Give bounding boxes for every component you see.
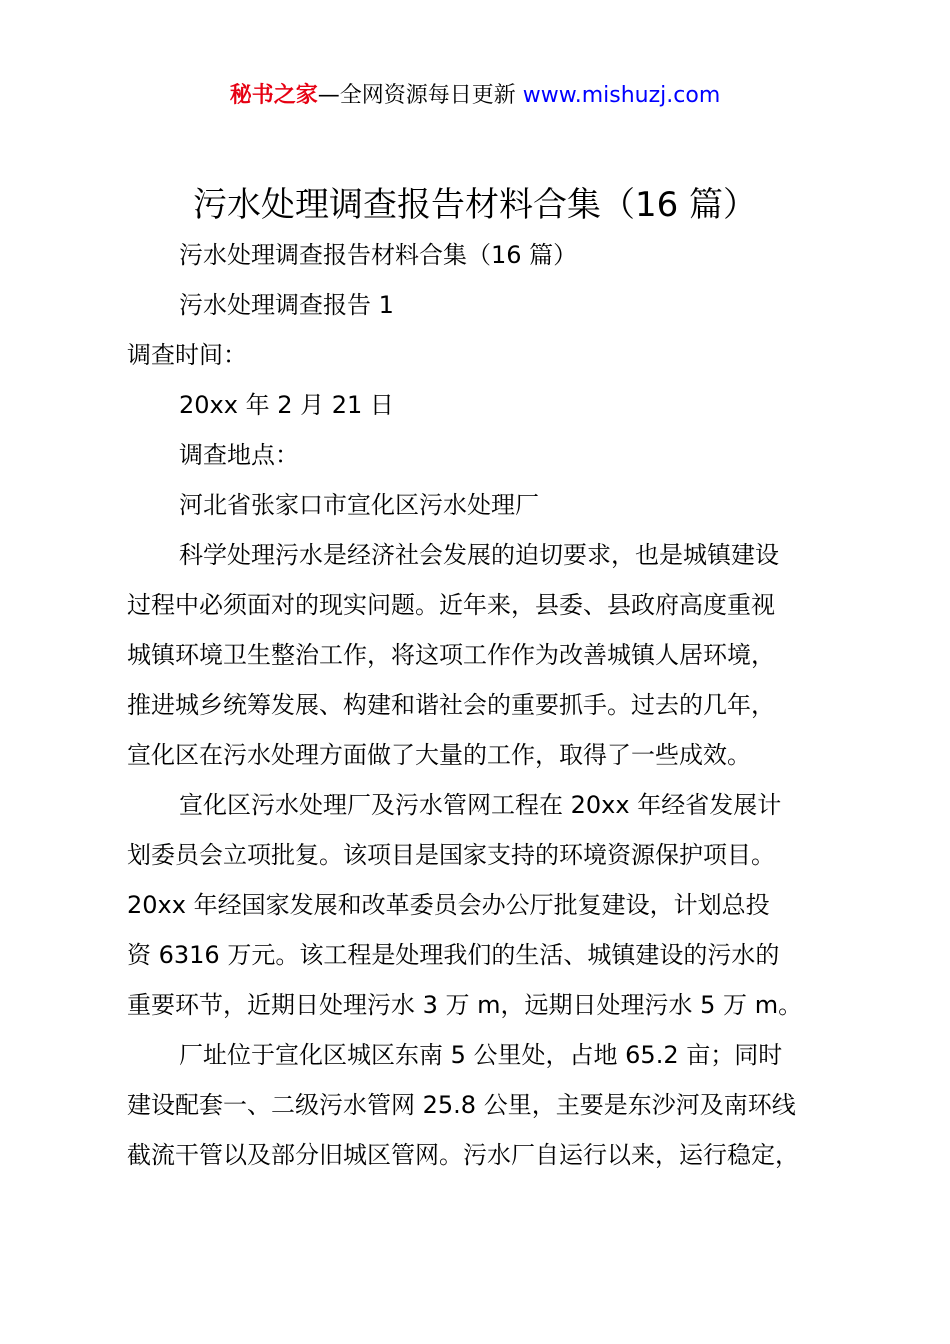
document-title: 污水处理调查报告材料合集（16 篇） — [192, 185, 758, 225]
survey-location-label: 调查地点： — [179, 441, 299, 469]
paragraph-line: 重要环节，近期日处理污水 3 万 m，远期日处理污水 5 万 m。 — [127, 991, 803, 1019]
paragraph-line: 宣化区在污水处理方面做了大量的工作，取得了一些成效。 — [127, 741, 751, 769]
paragraph-line: 过程中必须面对的现实问题。近年来，县委、县政府高度重视 — [127, 591, 775, 619]
site-header — [0, 80, 950, 112]
paragraph-line: 截流干管以及部分旧城区管网。污水厂自运行以来，运行稳定， — [127, 1141, 799, 1169]
paragraph-line: 资 6316 万元。该工程是处理我们的生活、城镇建设的污水的 — [127, 941, 780, 969]
document-body — [127, 230, 837, 1180]
survey-time-value: 20xx 年 2 月 21 日 — [179, 391, 394, 419]
site-url-link[interactable]: www.mishuzj.com — [522, 83, 721, 108]
paragraph-line: 20xx 年经国家发展和改革委员会办公厅批复建设，计划总投 — [127, 891, 770, 919]
paragraph-line: 科学处理污水是经济社会发展的迫切要求，也是城镇建设 — [179, 541, 779, 569]
paragraph-line: 划委员会立项批复。该项目是国家支持的环境资源保护项目。 — [127, 841, 775, 869]
section-heading: 污水处理调查报告 1 — [179, 291, 394, 319]
survey-location-value: 河北省张家口市宣化区污水处理厂 — [179, 491, 539, 519]
paragraph-line: 城镇环境卫生整治工作，将这项工作作为改善城镇人居环境， — [127, 641, 775, 669]
survey-time-label: 调查时间： — [127, 341, 247, 369]
site-tagline: —全网资源每日更新 — [317, 83, 516, 108]
paragraph-line: 建设配套一、二级污水管网 25.8 公里，主要是东沙河及南环线 — [127, 1091, 796, 1119]
paragraph-line: 厂址位于宣化区城区东南 5 公里处，占地 65.2 亩；同时 — [179, 1041, 783, 1069]
doc-subtitle: 污水处理调查报告材料合集（16 篇） — [179, 241, 578, 269]
paragraph-line: 宣化区污水处理厂及污水管网工程在 20xx 年经省发展计 — [179, 791, 782, 819]
paragraph-line: 推进城乡统筹发展、构建和谐社会的重要抓手。过去的几年， — [127, 691, 775, 719]
site-brand: 秘书之家 — [229, 83, 318, 108]
